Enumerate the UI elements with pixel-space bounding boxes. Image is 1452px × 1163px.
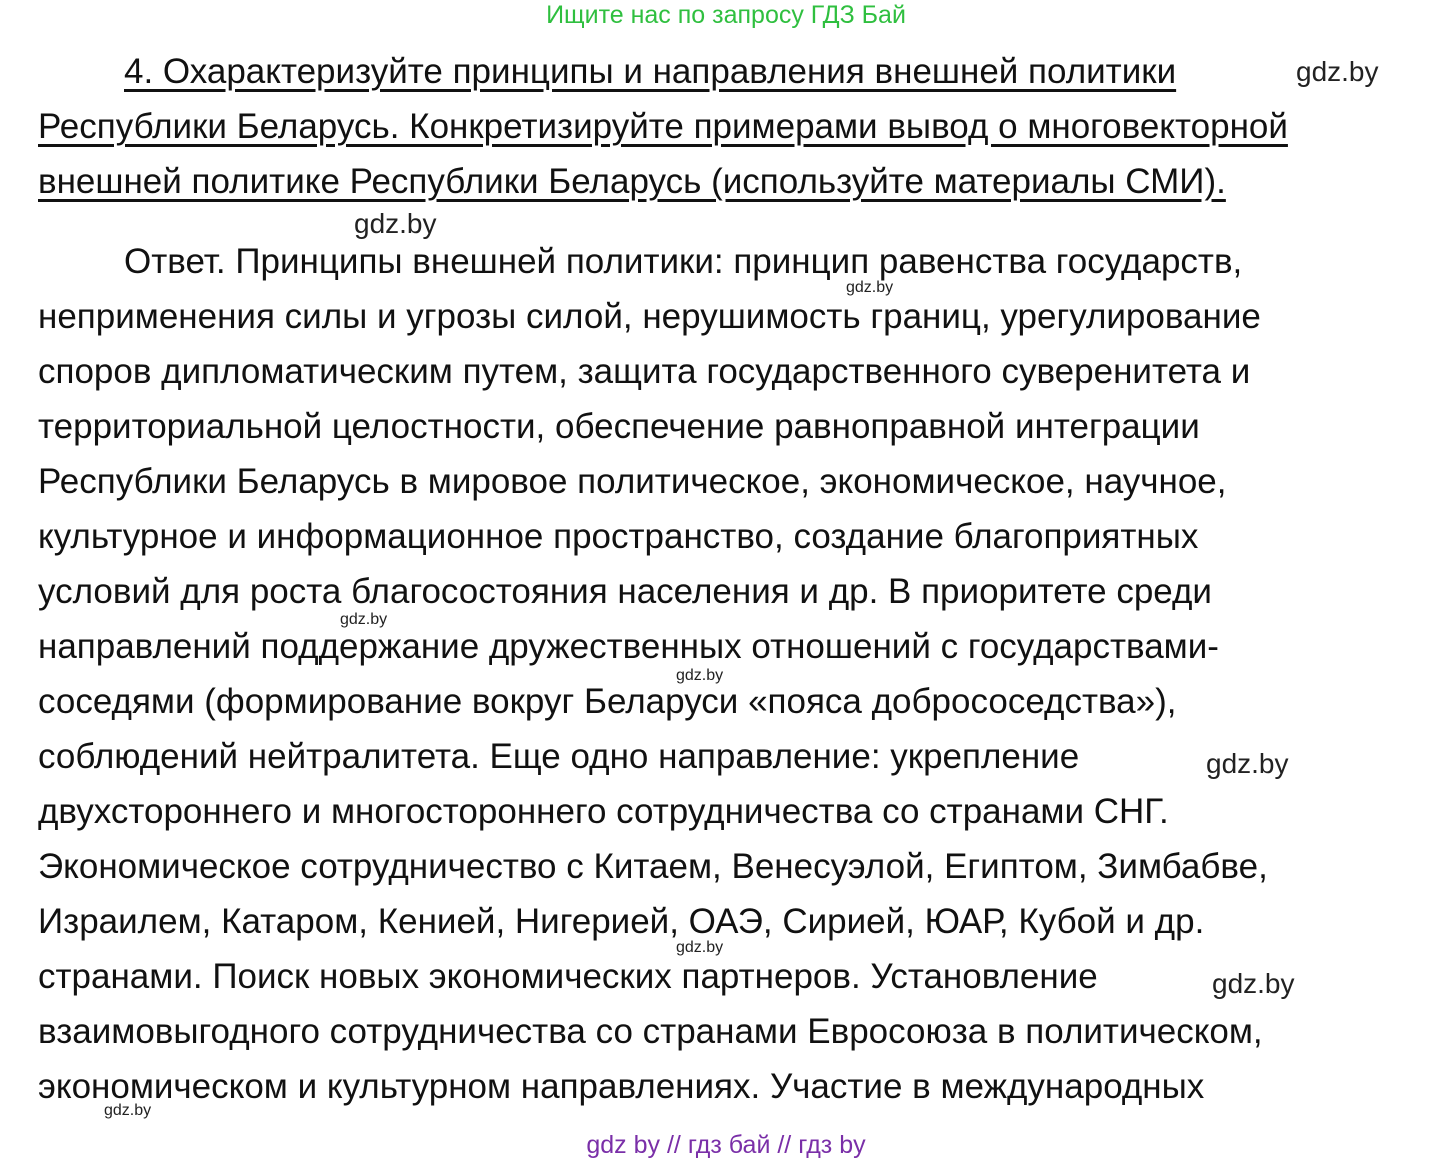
answer-line-6: культурное и информационное пространство, создание благоприятных	[38, 517, 1199, 556]
question-line-3: внешней политике Республики Беларусь (используйте материалы СМИ).	[38, 162, 1226, 201]
answer-line-2: неприменения силы и угрозы силой, нерушимость границ, урегулирование	[38, 297, 1261, 336]
watermark: gdz.by	[676, 667, 724, 684]
watermark: gdz.by	[846, 279, 894, 296]
site-search-banner: Ищите нас по запросу ГДЗ Бай	[546, 1, 906, 29]
answer-line-16: экономическом и культурном направлениях. Участие в международных	[38, 1067, 1205, 1106]
answer-line-13: Израилем, Катаром, Кенией, Нигерией, ОАЭ, Сирией, ЮАР, Кубой и др.	[38, 902, 1205, 941]
watermark: gdz.by	[1212, 968, 1295, 999]
answer-line-14: странами. Поиск новых экономических партнеров. Установление	[38, 957, 1098, 996]
answer-line-12: Экономическое сотрудничество с Китаем, Венесуэлой, Египтом, Зимбабве,	[38, 847, 1268, 886]
answer-line-15: взаимовыгодного сотрудничества со странами Евросоюза в политическом,	[38, 1012, 1263, 1051]
watermark: gdz.by	[340, 611, 388, 628]
watermark: gdz.by	[104, 1102, 152, 1119]
question-line-1: 4. Охарактеризуйте принципы и направления внешней политики	[124, 52, 1177, 91]
question-line-2: Республики Беларусь. Конкретизируйте примерами вывод о многовекторной	[38, 107, 1288, 146]
answer-line-7: условий для роста благосостояния населения и др. В приоритете среди	[38, 572, 1212, 611]
watermark: gdz.by	[354, 208, 437, 239]
answer-line-10: соблюдений нейтралитета. Еще одно направление: укрепление	[38, 737, 1080, 776]
footer-site-links: gdz by // гдз бай // гдз by	[586, 1131, 866, 1159]
answer-line-4: территориальной целостности, обеспечение равноправной интеграции	[38, 407, 1200, 446]
watermark: gdz.by	[1296, 56, 1379, 87]
answer-line-11: двухстороннего и многостороннего сотрудничества со странами СНГ.	[38, 792, 1169, 831]
watermark: gdz.by	[1206, 748, 1289, 779]
answer-line-9: соседями (формирование вокруг Беларуси «пояса добрососедства»),	[38, 682, 1177, 721]
watermark: gdz.by	[676, 939, 724, 956]
answer-line-8: направлений поддержание дружественных отношений с государствами-	[38, 627, 1219, 666]
answer-line-5: Республики Беларусь в мировое политическое, экономическое, научное,	[38, 462, 1227, 501]
answer-line-3: споров дипломатическим путем, защита государственного суверенитета и	[38, 352, 1251, 391]
answer-line-1: Ответ. Принципы внешней политики: принцип равенства государств,	[124, 242, 1243, 281]
